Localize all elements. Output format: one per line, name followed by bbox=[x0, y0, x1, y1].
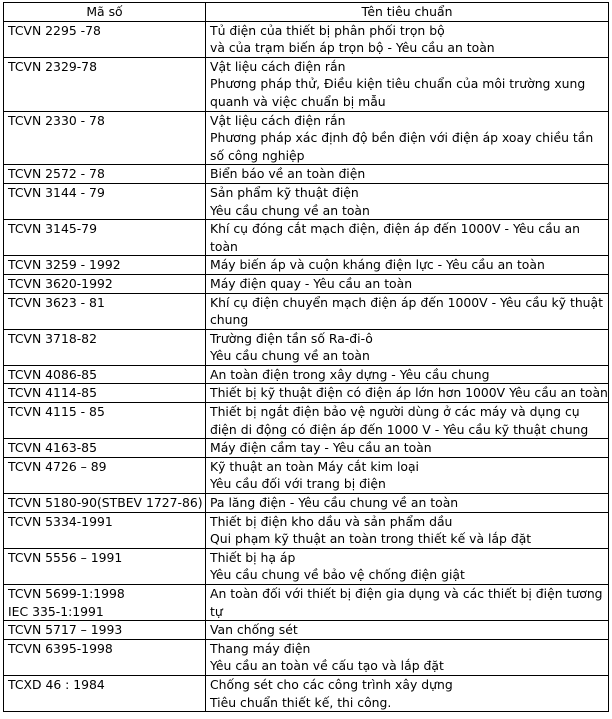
standard-code: TCVN 4114-85 bbox=[8, 385, 97, 401]
table-row bbox=[4, 220, 609, 256]
standard-code-cell bbox=[4, 457, 206, 493]
standard-title-line: Yêu cầu chung về bảo vệ chống điện giật bbox=[210, 567, 465, 583]
standard-code-cell bbox=[4, 494, 206, 513]
table-row bbox=[4, 548, 609, 584]
standard-code-cell bbox=[4, 585, 206, 621]
table-row bbox=[4, 621, 609, 640]
standard-title-line: Tiêu chuẩn thiết kế, thi công. bbox=[210, 694, 392, 710]
standard-code-cell bbox=[4, 675, 206, 711]
standard-code: TCVN 2572 - 78 bbox=[8, 166, 105, 182]
standard-title-line: quanh và việc chuẩn bị mẫu bbox=[210, 93, 386, 109]
standard-title-cell bbox=[206, 256, 609, 275]
standard-code: TCVN 4726 – 89 bbox=[8, 458, 107, 474]
standard-title-line: Thang máy điện bbox=[210, 640, 311, 656]
header-row bbox=[4, 3, 609, 22]
standard-code-cell bbox=[4, 57, 206, 111]
table-row bbox=[4, 293, 609, 329]
standard-title-line: và của trạm biến áp trọn bộ - Yêu cầu an toàn bbox=[210, 40, 495, 56]
standard-title-cell bbox=[206, 329, 609, 365]
standard-code: TCVN 3259 - 1992 bbox=[8, 257, 121, 273]
standard-code-cell bbox=[4, 183, 206, 219]
table-row bbox=[4, 57, 609, 111]
standard-title-cell bbox=[206, 585, 609, 621]
standard-title-cell bbox=[206, 293, 609, 329]
table-row bbox=[4, 512, 609, 548]
standard-title-line: Thiết bị điện kho dầu và sản phẩm dầu bbox=[210, 513, 453, 529]
table-row bbox=[4, 494, 609, 513]
standard-title-cell bbox=[206, 111, 609, 165]
standard-title-line: Máy điện quay - Yêu cầu an toàn bbox=[210, 275, 413, 291]
header-title: Tên tiêu chuẩn bbox=[206, 3, 609, 22]
standard-code-cell bbox=[4, 220, 206, 256]
standard-title-line: Van chống sét bbox=[210, 622, 298, 638]
table-row bbox=[4, 183, 609, 219]
table-row bbox=[4, 274, 609, 293]
table-row bbox=[4, 639, 609, 675]
standard-title-line: Sản phẩm kỹ thuật điện bbox=[210, 184, 359, 200]
standard-title-cell bbox=[206, 512, 609, 548]
standard-code: TCVN 6395-1998 bbox=[8, 640, 113, 656]
table-row bbox=[4, 329, 609, 365]
standard-title-cell bbox=[206, 457, 609, 493]
standard-title-line: toàn bbox=[210, 238, 238, 254]
standard-code-cell bbox=[4, 403, 206, 439]
standard-title-cell bbox=[206, 675, 609, 711]
standard-code-cell bbox=[4, 111, 206, 165]
standard-title-line: Thiết bị hạ áp bbox=[210, 549, 296, 565]
table-row bbox=[4, 403, 609, 439]
standard-title-cell bbox=[206, 21, 609, 57]
standard-code-cell bbox=[4, 274, 206, 293]
standard-code: TCVN 2295 -78 bbox=[8, 22, 101, 38]
standard-title-line: Kỹ thuật an toàn Máy cắt kim loại bbox=[210, 458, 420, 474]
standard-code: TCVN 5556 – 1991 bbox=[8, 549, 123, 565]
table-row bbox=[4, 585, 609, 621]
standard-title-line: Vật liệu cách điện rắn bbox=[210, 58, 346, 74]
standard-title-line: điện di động có điện áp đến 1000 V - Yêu cầu kỹ thuật chung bbox=[210, 421, 589, 437]
standard-title-line: Khí cụ điện chuyển mạch điện áp đến 1000V - Yêu cầu kỹ thuật bbox=[210, 294, 603, 310]
table-row bbox=[4, 675, 609, 711]
standard-title-line: Máy điện cầm tay - Yêu cầu an toàn bbox=[210, 440, 432, 456]
standard-code: TCVN 5699-1:1998 bbox=[8, 586, 125, 601]
standard-code: TCVN 5334-1991 bbox=[8, 513, 113, 529]
standard-title-line: Vật liệu cách điện rắn bbox=[210, 112, 346, 128]
standard-title-line: Pa lăng điện - Yêu cầu chung về an toàn bbox=[210, 495, 459, 511]
standard-code: TCVN 3620-1992 bbox=[8, 275, 113, 291]
standard-code: TCXD 46 : 1984 bbox=[8, 676, 105, 692]
standard-title-cell bbox=[206, 439, 609, 458]
standard-title-line: chung bbox=[210, 312, 249, 328]
standard-code-cell bbox=[4, 548, 206, 584]
standard-title-line: số công nghiệp bbox=[210, 147, 305, 163]
standard-code-cell bbox=[4, 621, 206, 640]
standard-title-cell bbox=[206, 548, 609, 584]
standard-code-cell bbox=[4, 512, 206, 548]
table-row bbox=[4, 384, 609, 403]
header-code: Mã số bbox=[4, 3, 206, 22]
table-row bbox=[4, 165, 609, 184]
standard-title-line: tự bbox=[210, 603, 223, 619]
standard-code: TCVN 2330 - 78 bbox=[8, 112, 105, 128]
standard-title-line: Thiết bị ngắt điện bảo vệ người dùng ở các máy và dụng cụ bbox=[210, 404, 580, 420]
standard-title-line: An toàn điện trong xây dựng - Yêu cầu chung bbox=[210, 366, 490, 382]
standard-title-line: Chống sét cho các công trình xây dựng bbox=[210, 676, 453, 692]
standard-code-cell bbox=[4, 165, 206, 184]
standard-code: TCVN 3623 - 81 bbox=[8, 294, 105, 310]
standard-title-cell bbox=[206, 220, 609, 256]
standard-code: TCVN 3718-82 bbox=[8, 330, 97, 346]
standard-title-line: Qui phạm kỹ thuật an toàn trong thiết kế và lắp đặt bbox=[210, 531, 532, 547]
table-row bbox=[4, 111, 609, 165]
standard-code: TCVN 5717 – 1993 bbox=[8, 622, 123, 638]
standard-title-line: Khí cụ đóng cắt mạch điện, điện áp đến 1000V - Yêu cầu an bbox=[210, 221, 580, 237]
standard-title-line: Yêu cầu đối với trang bị điện bbox=[210, 476, 386, 492]
standard-code: TCVN 5180-90(STBEV 1727-86) bbox=[8, 495, 203, 511]
standard-code: TCVN 4163-85 bbox=[8, 440, 97, 456]
standard-title-cell bbox=[206, 494, 609, 513]
standard-title-cell bbox=[206, 165, 609, 184]
standard-title-line: Biển báo về an toàn điện bbox=[210, 166, 366, 182]
table-row bbox=[4, 256, 609, 275]
table-row bbox=[4, 439, 609, 458]
standard-title-line: Trường điện tần số Ra-đi-ô bbox=[210, 330, 373, 346]
standard-code: TCVN 3144 - 79 bbox=[8, 184, 105, 200]
table-row bbox=[4, 365, 609, 384]
standard-title-cell bbox=[206, 384, 609, 403]
table-row bbox=[4, 457, 609, 493]
standard-code: TCVN 4115 - 85 bbox=[8, 404, 105, 420]
standard-title-line: Máy biến áp và cuộn kháng điện lực - Yêu cầu an toàn bbox=[210, 257, 545, 273]
standard-title-line: Yêu cầu an toàn về cấu tạo và lắp đặt bbox=[210, 658, 444, 674]
standards-table bbox=[3, 2, 609, 712]
standard-code: TCVN 4086-85 bbox=[8, 366, 97, 382]
standard-code: TCVN 2329-78 bbox=[8, 58, 97, 74]
standard-code-cell bbox=[4, 256, 206, 275]
standard-code-cell bbox=[4, 639, 206, 675]
standard-title-line: Thiết bị kỹ thuật điện có điện áp lớn hơn 1000V Yêu cầu an toàn bbox=[210, 385, 608, 401]
standard-title-line: Yêu cầu chung về an toàn bbox=[210, 348, 370, 364]
standard-title-line: Phương pháp xác định độ bền điện với điện áp xoay chiều tần bbox=[210, 130, 594, 146]
standard-title-line: An toàn đối với thiết bị điện gia dụng và các thiết bị điện tương bbox=[210, 586, 603, 601]
standard-title-cell bbox=[206, 639, 609, 675]
standard-title-cell bbox=[206, 183, 609, 219]
standard-code-cell bbox=[4, 365, 206, 384]
standard-title-line: Yêu cầu chung về an toàn bbox=[210, 202, 370, 218]
table-row bbox=[4, 21, 609, 57]
standard-code-cell bbox=[4, 21, 206, 57]
standard-title-cell bbox=[206, 403, 609, 439]
standard-title-cell bbox=[206, 274, 609, 293]
standard-code-cell bbox=[4, 439, 206, 458]
standard-code: IEC 335-1:1991 bbox=[8, 603, 104, 619]
standard-code-cell bbox=[4, 329, 206, 365]
standard-code: TCVN 3145-79 bbox=[8, 221, 97, 237]
standard-code-cell bbox=[4, 293, 206, 329]
standard-title-line: Phương pháp thử, Điều kiện tiêu chuẩn của môi trường xung bbox=[210, 76, 586, 92]
standard-title-cell bbox=[206, 365, 609, 384]
standard-code-cell bbox=[4, 384, 206, 403]
standard-title-cell bbox=[206, 621, 609, 640]
standard-title-line: Tủ điện của thiết bị phân phối trọn bộ bbox=[210, 22, 445, 38]
standard-title-cell bbox=[206, 57, 609, 111]
